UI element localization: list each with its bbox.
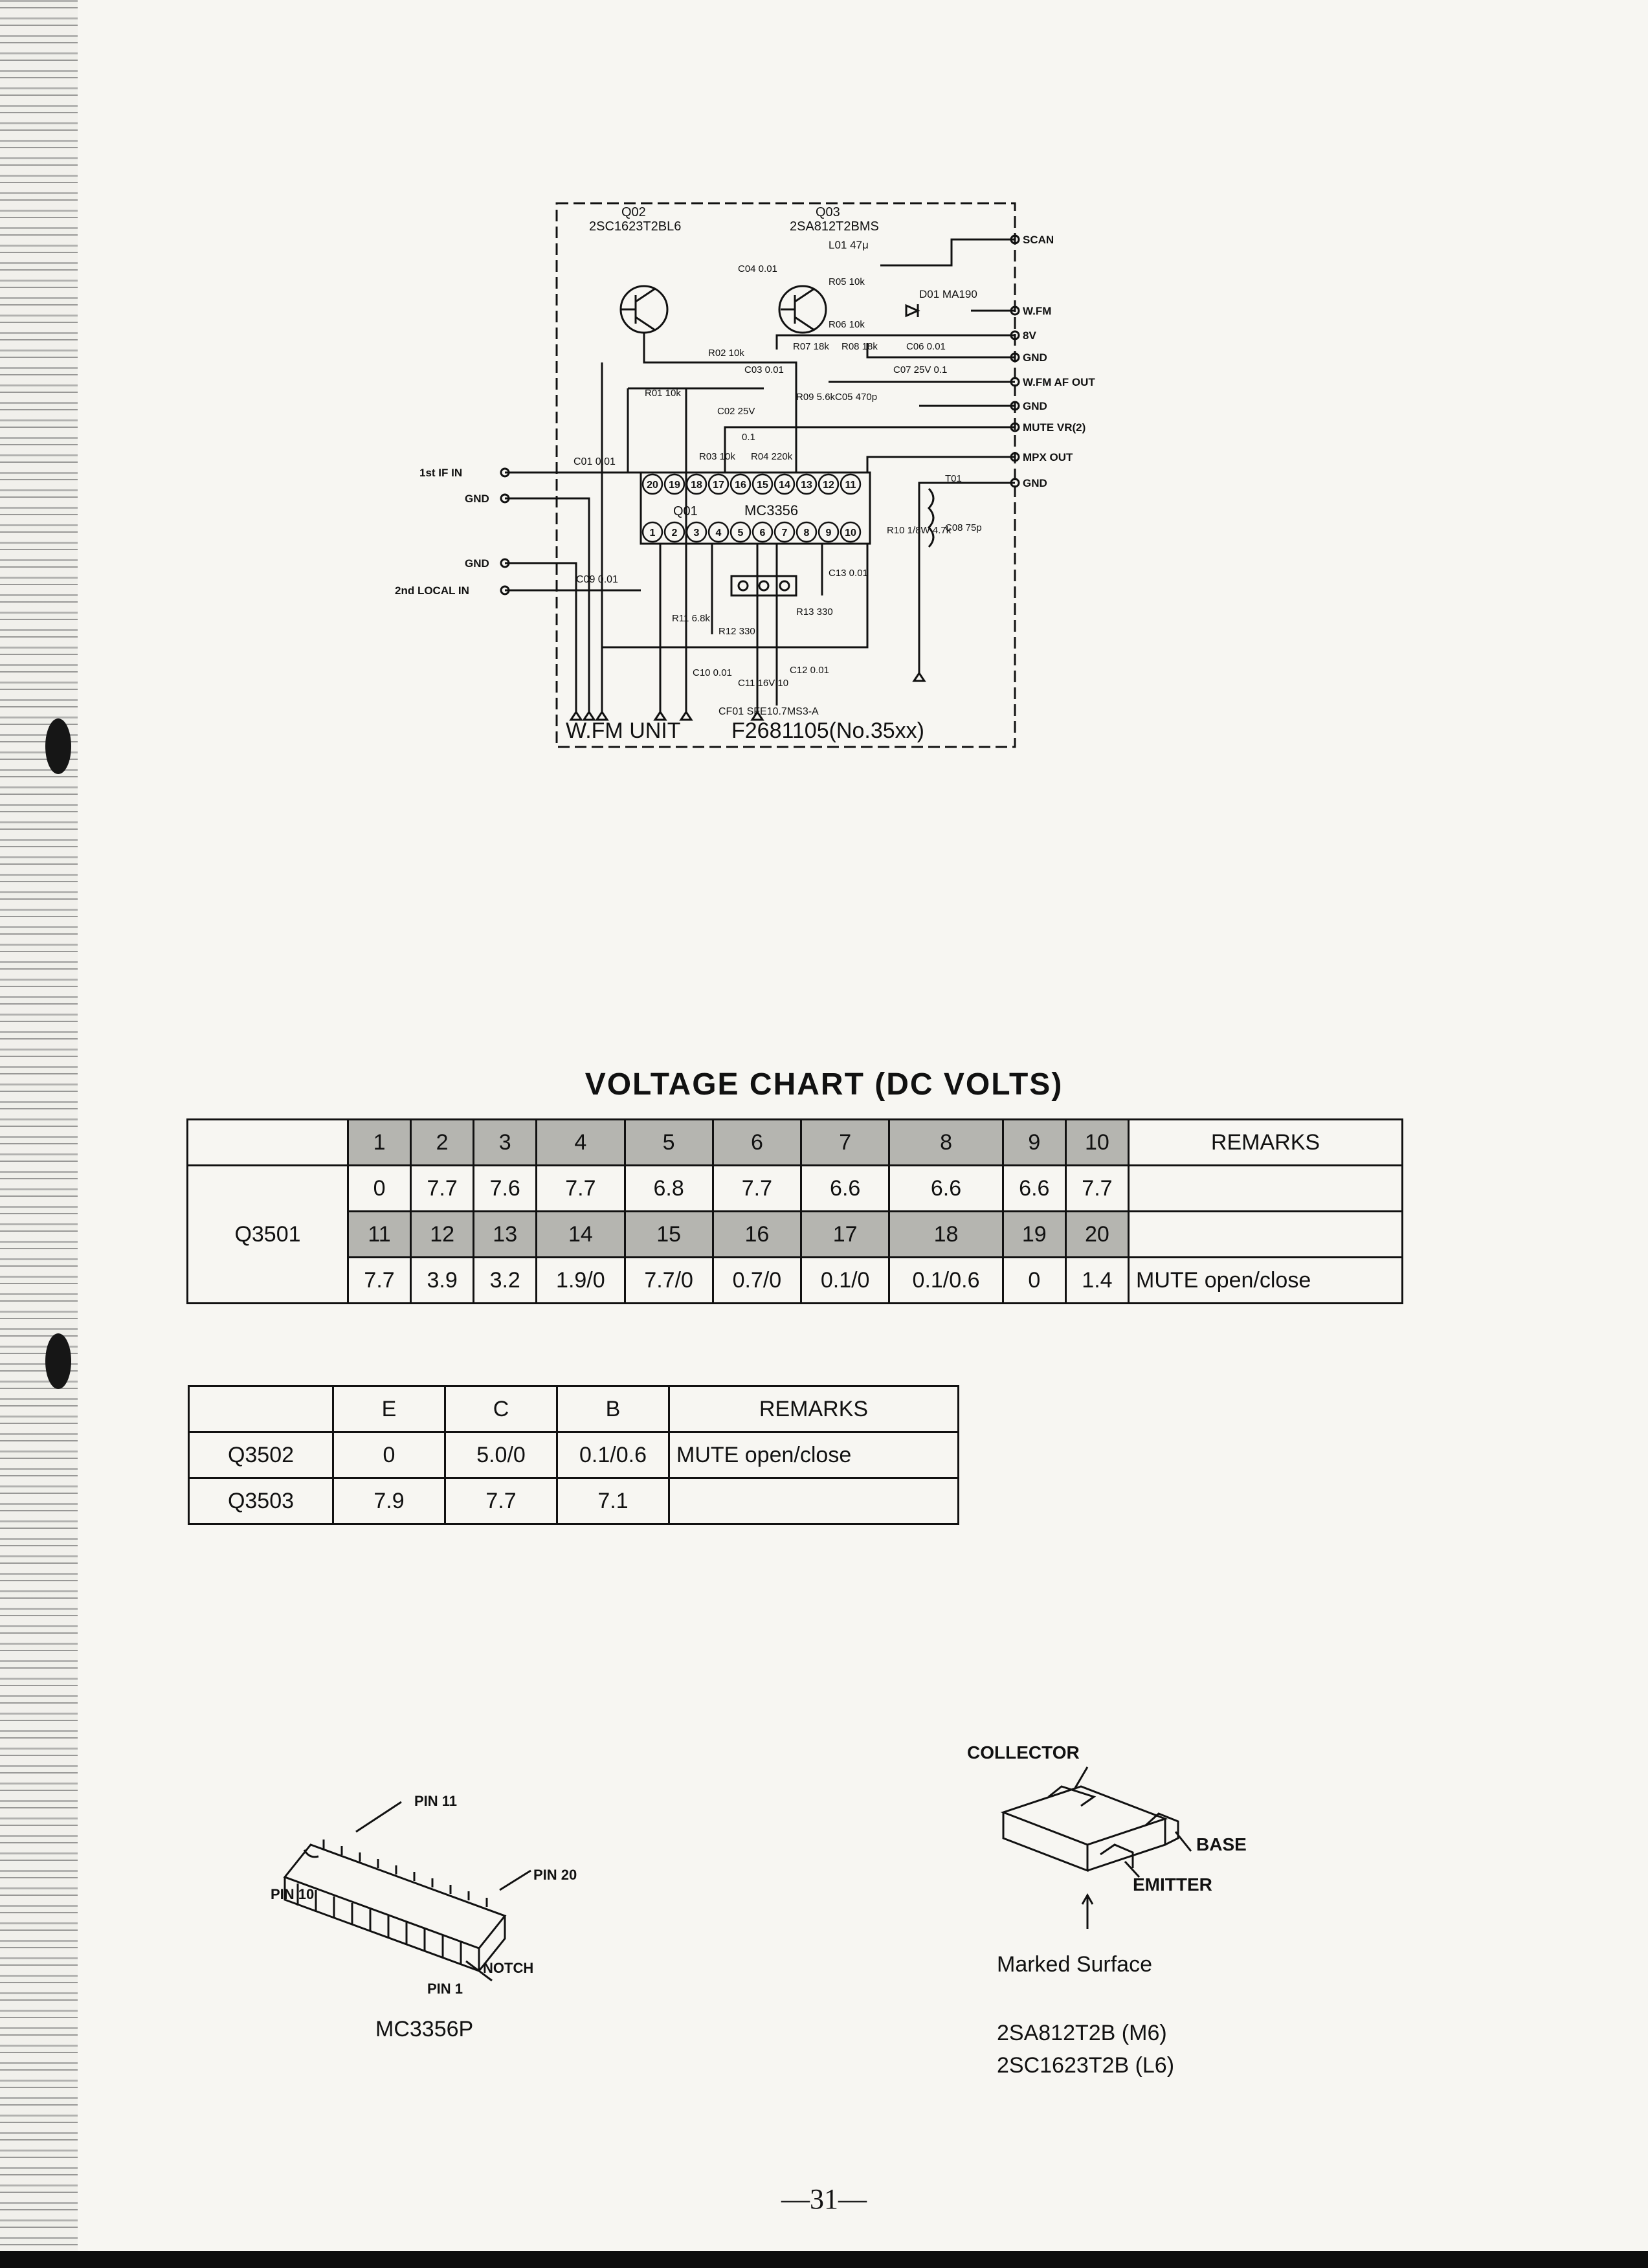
voltage-value: 7.7 — [713, 1166, 801, 1212]
emitter-label: EMITTER — [1133, 1874, 1212, 1895]
pin-header: 11 — [348, 1212, 411, 1258]
left-terminals — [501, 469, 509, 594]
col-header-e: E — [333, 1386, 445, 1432]
wire-local-in — [505, 563, 641, 712]
c10-label: C10 0.01 — [693, 667, 732, 678]
voltage-value: 7.7 — [411, 1166, 474, 1212]
mpx-wire — [867, 457, 1015, 472]
d01-label: D01 MA190 — [919, 288, 977, 300]
ic-pins-top — [643, 474, 860, 494]
c02-label: C02 25V — [717, 406, 755, 417]
value-e: 7.9 — [333, 1478, 445, 1524]
pin-header: 1 — [348, 1120, 411, 1166]
mute-wire — [725, 427, 1015, 472]
c01-label: C01 0.01 — [573, 456, 616, 467]
wire-if-in — [505, 472, 641, 712]
table-row — [188, 1120, 1403, 1166]
term-mpx-out: MPX OUT — [1023, 451, 1073, 463]
wfm-unit-schematic — [395, 194, 1165, 764]
c03-label: C03 0.01 — [744, 364, 784, 375]
c07-label: C07 25V 0.1 — [893, 364, 948, 375]
q02-label: Q02 — [621, 205, 646, 219]
r04-label: R04 220k — [751, 451, 793, 462]
ic-pin-number: 3 — [693, 528, 700, 539]
row-label-q3501: Q3501 — [188, 1166, 348, 1304]
r03-label: R03 10k — [699, 451, 735, 462]
pin-header: 12 — [411, 1212, 474, 1258]
ic-pin-number: 4 — [715, 528, 722, 539]
r08-label: R08 18k — [841, 341, 878, 352]
ic-pin-number: 19 — [669, 480, 680, 491]
pin-header: 13 — [474, 1212, 537, 1258]
pin-header: 9 — [1003, 1120, 1065, 1166]
voltage-value: 7.7 — [537, 1166, 625, 1212]
ic-pin-number: 15 — [757, 480, 768, 491]
table-row — [188, 1212, 1403, 1258]
term-gnd-3: GND — [1023, 477, 1047, 489]
unit-code: F2681105(No.35xx) — [731, 718, 924, 743]
voltage-value: 3.2 — [474, 1258, 537, 1304]
marked-surface-label: Marked Surface — [997, 1952, 1152, 1977]
r07-label: R07 18k — [793, 341, 829, 352]
r01-label: R01 10k — [645, 388, 681, 399]
c09-label: C09 0.01 — [576, 574, 618, 585]
pin-header: 16 — [713, 1212, 801, 1258]
pin-header: 17 — [801, 1212, 889, 1258]
voltage-value: 7.7 — [1065, 1166, 1128, 1212]
r09-label: R09 5.6k — [796, 392, 836, 403]
base-label: BASE — [1196, 1834, 1247, 1854]
table-row — [189, 1478, 959, 1524]
term-mute-vr: MUTE VR(2) — [1023, 421, 1086, 434]
scan-hole-mark — [45, 718, 71, 774]
collector-label: COLLECTOR — [967, 1742, 1080, 1762]
voltage-value: 6.6 — [889, 1166, 1003, 1212]
pin-header: 15 — [625, 1212, 713, 1258]
ic-pin-number: 18 — [691, 480, 702, 491]
gnd-wire-3 — [919, 483, 1015, 673]
ic-pin-number: 10 — [845, 528, 856, 539]
q3501-voltage-table — [186, 1118, 1403, 1304]
voltage-value: 1.4 — [1065, 1258, 1128, 1304]
pin1-label: PIN 1 — [427, 1981, 463, 1997]
remark-cell — [1129, 1166, 1403, 1212]
voltage-value: 7.7/0 — [625, 1258, 713, 1304]
term-1st-if-in: 1st IF IN — [419, 467, 463, 479]
q03-label: Q03 — [816, 205, 840, 219]
pin10-label: PIN 10 — [271, 1886, 315, 1902]
voltage-value: 0 — [348, 1166, 411, 1212]
r02-label: R02 10k — [708, 348, 744, 359]
term-gnd-left: GND — [465, 493, 489, 505]
ic-pin-number: 16 — [735, 480, 746, 491]
r11-label: R11 6.8k — [672, 613, 710, 624]
empty-header-cell — [188, 1120, 348, 1166]
c08-label: C08 75p — [945, 522, 982, 533]
pin-header: 18 — [889, 1212, 1003, 1258]
voltage-value: 0 — [1003, 1258, 1065, 1304]
notch-label: NOTCH — [483, 1960, 534, 1976]
voltage-value: 7.7 — [348, 1258, 411, 1304]
row-label: Q3502 — [189, 1432, 333, 1478]
col-header-c: C — [445, 1386, 557, 1432]
pin20-label: PIN 20 — [533, 1867, 577, 1883]
term-8v: 8V — [1023, 329, 1036, 342]
value-e: 0 — [333, 1432, 445, 1478]
term-scan: SCAN — [1023, 234, 1054, 246]
pin11-leader — [356, 1802, 401, 1832]
ic-pin-number: 13 — [801, 480, 812, 491]
voltage-value: 6.6 — [1003, 1166, 1065, 1212]
c04-label: C04 0.01 — [738, 263, 777, 274]
unit-label: W.FM UNIT — [566, 718, 681, 743]
row-label: Q3503 — [189, 1478, 333, 1524]
tr-front-face — [1003, 1812, 1087, 1871]
value-b: 7.1 — [557, 1478, 669, 1524]
r12-label: R12 330 — [718, 626, 755, 637]
ic-pin-number: 7 — [781, 528, 788, 539]
ic-pin-number: 17 — [713, 480, 724, 491]
pin11-label: PIN 11 — [414, 1793, 458, 1809]
ic-pin-number: 1 — [649, 528, 656, 539]
scan-bottom-edge — [0, 2251, 1648, 2268]
pin-header: 20 — [1065, 1212, 1128, 1258]
value-c: 7.7 — [445, 1478, 557, 1524]
col-header-b: B — [557, 1386, 669, 1432]
table-row — [188, 1166, 1403, 1212]
pin-header: 4 — [537, 1120, 625, 1166]
pin-header: 19 — [1003, 1212, 1065, 1258]
marked-surface-arrow — [1082, 1895, 1093, 1929]
ic-package-pins — [298, 1840, 487, 1964]
r13-label: R13 330 — [796, 606, 833, 617]
wire-d — [660, 388, 712, 712]
value-c: 5.0/0 — [445, 1432, 557, 1478]
tr-top-face — [1003, 1786, 1165, 1845]
remark-cell — [669, 1478, 959, 1524]
c12-label: C12 0.01 — [790, 665, 829, 676]
l01-label: L01 47μ — [829, 239, 869, 251]
pin-header: 7 — [801, 1120, 889, 1166]
voltage-value: 0.1/0 — [801, 1258, 889, 1304]
ic-top-face — [285, 1845, 505, 1948]
empty-header-cell — [189, 1386, 333, 1432]
remark-cell: MUTE open/close — [1129, 1258, 1403, 1304]
cf01-label: CF01 SFE10.7MS3-A — [718, 706, 819, 717]
ic-pins-bottom — [643, 522, 860, 542]
voltage-value: 6.8 — [625, 1166, 713, 1212]
term-gnd-2: GND — [1023, 400, 1047, 412]
ic-pin-number: 5 — [737, 528, 744, 539]
ic-pin-number: 8 — [803, 528, 810, 539]
remark-cell: MUTE open/close — [669, 1432, 959, 1478]
c04b-label: 0.1 — [742, 432, 755, 443]
term-2nd-local-in: 2nd LOCAL IN — [395, 584, 469, 597]
voltage-value: 6.6 — [801, 1166, 889, 1212]
r06-label: R06 10k — [829, 319, 865, 330]
remark-cell — [1129, 1212, 1403, 1258]
ic-pin-number: 6 — [759, 528, 766, 539]
scan-wire — [880, 239, 1015, 265]
term-gnd-left-2: GND — [465, 557, 489, 570]
ic-pin-number: 20 — [647, 480, 658, 491]
pin-header: 14 — [537, 1212, 625, 1258]
term-wfm: W.FM — [1023, 305, 1052, 317]
t01-symbol — [929, 489, 933, 547]
voltage-value: 0.7/0 — [713, 1258, 801, 1304]
pin-header: 2 — [411, 1120, 474, 1166]
page-number: —31— — [781, 2183, 867, 2215]
r05-label: R05 10k — [829, 276, 865, 287]
d01-symbol — [906, 304, 918, 317]
pin-header: 5 — [625, 1120, 713, 1166]
term-af-out: W.FM AF OUT — [1023, 376, 1095, 388]
table-row — [189, 1386, 959, 1432]
ic-name: MC3356P — [375, 2017, 474, 2041]
remarks-header: REMARKS — [1129, 1120, 1403, 1166]
pin-header: 8 — [889, 1120, 1003, 1166]
c13-label: C13 0.01 — [829, 568, 868, 579]
ic-pin-number: 11 — [845, 480, 856, 491]
value-b: 0.1/0.6 — [557, 1432, 669, 1478]
transistor-voltage-table — [188, 1385, 959, 1525]
voltage-value: 0.1/0.6 — [889, 1258, 1003, 1304]
q03-leads — [781, 289, 814, 330]
c05-label: C05 470p — [835, 392, 878, 403]
table-row — [188, 1258, 1403, 1304]
wire-c — [628, 388, 764, 472]
cf01-symbol — [731, 576, 796, 595]
q02-part: 2SC1623T2BL6 — [589, 219, 682, 234]
term-gnd: GND — [1023, 351, 1047, 364]
ic-pin-number: 14 — [779, 480, 790, 491]
c06-label: C06 0.01 — [906, 341, 946, 352]
r10-label: R10 1/8W 4.7k — [887, 525, 952, 536]
voltage-value: 1.9/0 — [537, 1258, 625, 1304]
voltage-chart-title: VOLTAGE CHART (DC VOLTS) — [585, 1067, 1063, 1102]
q01-label: Q01 — [673, 504, 698, 518]
pin-header: 3 — [474, 1120, 537, 1166]
scan-hole-mark — [45, 1333, 71, 1389]
ic-label: MC3356 — [744, 502, 799, 518]
ic-pin-number: 9 — [825, 528, 832, 539]
c11-label: C11 16V 10 — [738, 678, 789, 689]
pin20-leader — [500, 1871, 531, 1890]
ic-pin-number: 12 — [823, 480, 834, 491]
base-leader — [1175, 1832, 1191, 1851]
voltage-value: 3.9 — [411, 1258, 474, 1304]
scan-edge-artifact — [0, 0, 78, 2268]
col-header-remarks: REMARKS — [669, 1386, 959, 1432]
q03-part: 2SA812T2BMS — [790, 219, 879, 234]
transistor-part-2: 2SC1623T2B (L6) — [997, 2053, 1175, 2078]
transistor-part-1: 2SA812T2B (M6) — [997, 2021, 1167, 2045]
pin-header: 6 — [713, 1120, 801, 1166]
voltage-value: 7.6 — [474, 1166, 537, 1212]
t01-label: T01 — [945, 473, 962, 484]
table-row — [189, 1432, 959, 1478]
ic-pin-number: 2 — [671, 528, 678, 539]
pin-header: 10 — [1065, 1120, 1128, 1166]
